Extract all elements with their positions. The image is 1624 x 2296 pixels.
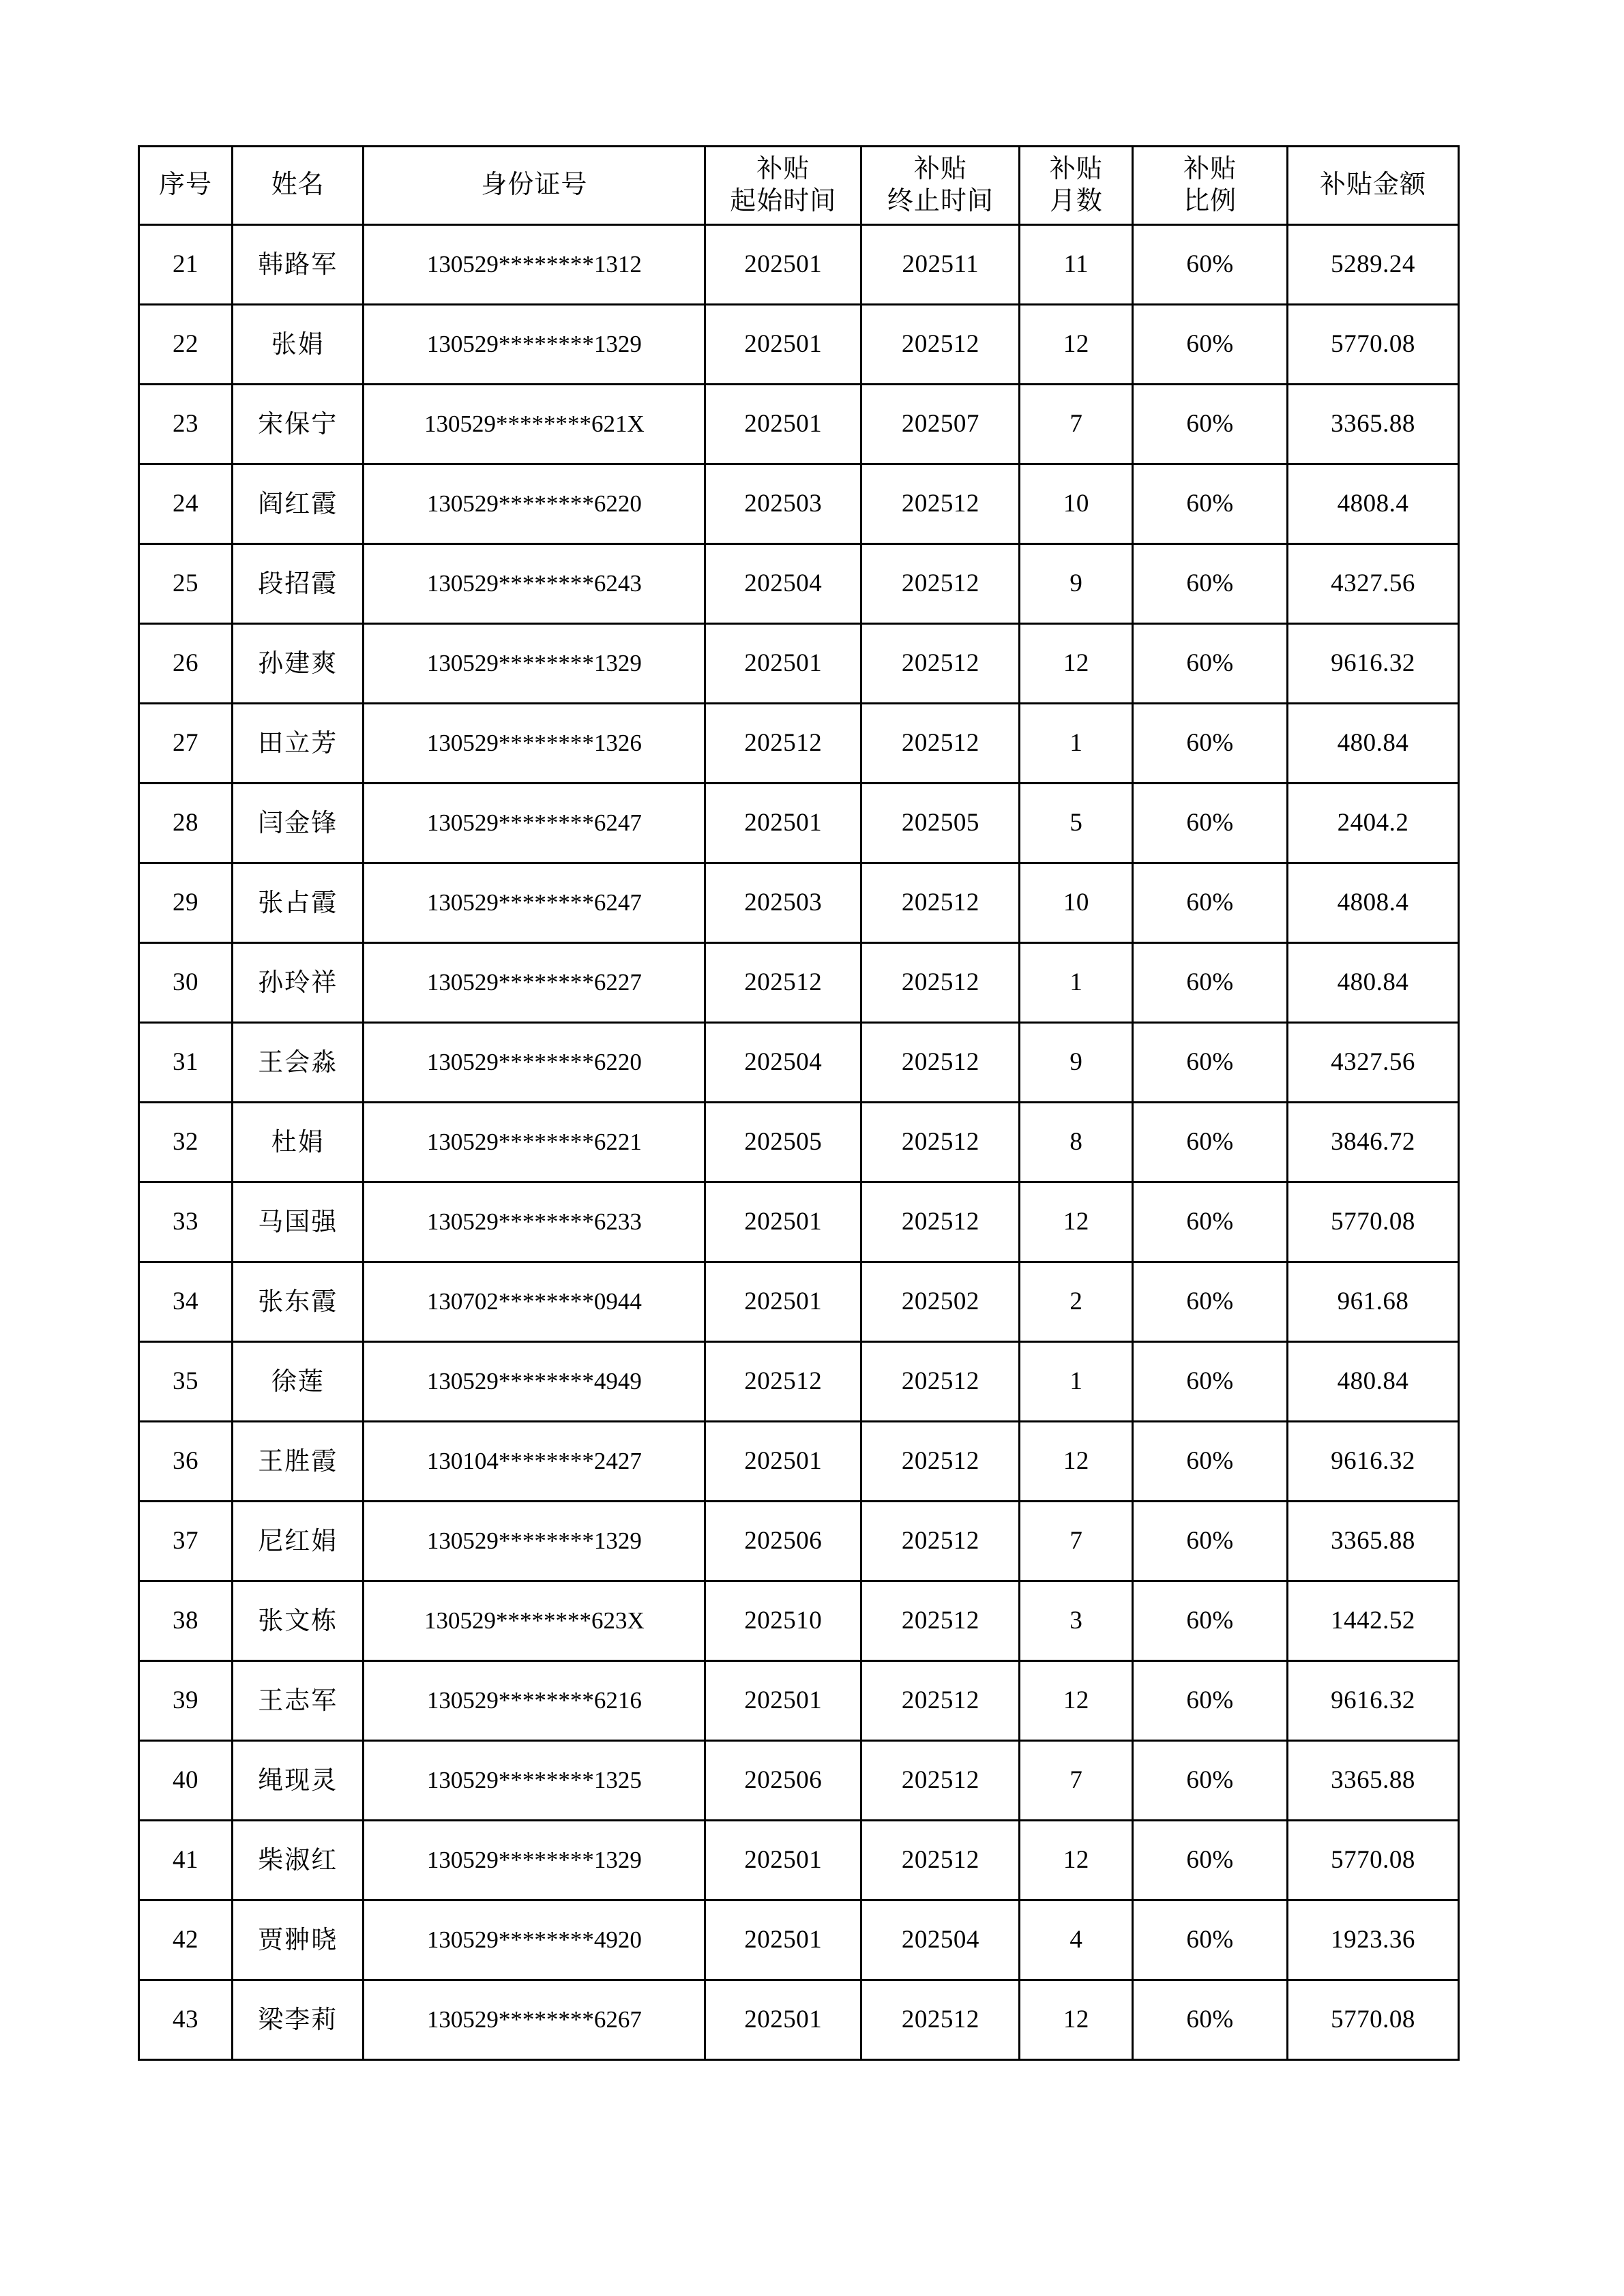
- cell-sequence: 28: [139, 784, 233, 863]
- cell-id-number: 130529********6247: [364, 863, 705, 943]
- cell-subsidy-end: 202512: [861, 1741, 1020, 1821]
- column-header-subsidy-amount: [1287, 147, 1458, 225]
- cell-subsidy-ratio: 60%: [1133, 863, 1288, 943]
- cell-name: 徐莲: [233, 1342, 364, 1422]
- cell-name: 段招霞: [233, 544, 364, 624]
- cell-subsidy-months: 12: [1020, 624, 1133, 704]
- cell-subsidy-ratio: 60%: [1133, 1980, 1288, 2060]
- cell-subsidy-amount: 4327.56: [1287, 1023, 1458, 1103]
- cell-id-number: 130529********6227: [364, 943, 705, 1023]
- cell-name: 王胜霞: [233, 1422, 364, 1502]
- cell-subsidy-ratio: 60%: [1133, 1900, 1288, 1980]
- cell-subsidy-ratio: 60%: [1133, 704, 1288, 784]
- cell-subsidy-end: 202512: [861, 624, 1020, 704]
- cell-id-number: 130529********621X: [364, 385, 705, 464]
- column-header-subsidy-start: [705, 147, 861, 225]
- table-row: [139, 1821, 1459, 1900]
- cell-sequence: 22: [139, 305, 233, 385]
- cell-subsidy-months: 3: [1020, 1581, 1133, 1661]
- cell-id-number: 130529********6221: [364, 1103, 705, 1182]
- cell-sequence: 25: [139, 544, 233, 624]
- cell-subsidy-end: 202512: [861, 1980, 1020, 2060]
- cell-id-number: 130529********4920: [364, 1900, 705, 1980]
- column-header-line: 补贴: [913, 154, 967, 183]
- cell-subsidy-months: 12: [1020, 1422, 1133, 1502]
- cell-name: 张文栋: [233, 1581, 364, 1661]
- cell-subsidy-amount: 5770.08: [1287, 1980, 1458, 2060]
- cell-name: 尼红娟: [233, 1502, 364, 1581]
- cell-subsidy-end: 202512: [861, 1422, 1020, 1502]
- cell-id-number: 130529********1329: [364, 624, 705, 704]
- cell-subsidy-months: 7: [1020, 1502, 1133, 1581]
- table-row: [139, 1103, 1459, 1182]
- subsidy-table: [138, 145, 1460, 2061]
- cell-subsidy-start: 202510: [705, 1581, 861, 1661]
- cell-subsidy-start: 202512: [705, 943, 861, 1023]
- cell-name: 王会淼: [233, 1023, 364, 1103]
- cell-name: 张娟: [233, 305, 364, 385]
- column-header-line: 姓名: [271, 170, 325, 200]
- cell-subsidy-amount: 961.68: [1287, 1262, 1458, 1342]
- cell-name: 闫金锋: [233, 784, 364, 863]
- cell-id-number: 130529********1326: [364, 704, 705, 784]
- cell-sequence: 42: [139, 1900, 233, 1980]
- cell-name: 孙建爽: [233, 624, 364, 704]
- cell-subsidy-amount: 4808.4: [1287, 464, 1458, 544]
- cell-subsidy-ratio: 60%: [1133, 624, 1288, 704]
- cell-subsidy-amount: 4327.56: [1287, 544, 1458, 624]
- table-row: [139, 784, 1459, 863]
- cell-subsidy-ratio: 60%: [1133, 1741, 1288, 1821]
- table-row: [139, 225, 1459, 305]
- cell-subsidy-end: 202512: [861, 305, 1020, 385]
- table-row: [139, 385, 1459, 464]
- cell-sequence: 27: [139, 704, 233, 784]
- column-header-subsidy-end: [861, 147, 1020, 225]
- cell-subsidy-amount: 5289.24: [1287, 225, 1458, 305]
- cell-subsidy-start: 202501: [705, 1900, 861, 1980]
- cell-name: 张占霞: [233, 863, 364, 943]
- subsidy-table-container: [138, 145, 1460, 2061]
- cell-subsidy-end: 202512: [861, 1502, 1020, 1581]
- cell-subsidy-months: 12: [1020, 1821, 1133, 1900]
- cell-subsidy-ratio: 60%: [1133, 784, 1288, 863]
- cell-subsidy-ratio: 60%: [1133, 1182, 1288, 1262]
- cell-subsidy-start: 202506: [705, 1502, 861, 1581]
- cell-subsidy-ratio: 60%: [1133, 1581, 1288, 1661]
- cell-subsidy-ratio: 60%: [1133, 1262, 1288, 1342]
- cell-subsidy-ratio: 60%: [1133, 385, 1288, 464]
- cell-subsidy-start: 202501: [705, 624, 861, 704]
- cell-subsidy-amount: 5770.08: [1287, 305, 1458, 385]
- cell-name: 梁李莉: [233, 1980, 364, 2060]
- cell-id-number: 130529********1325: [364, 1741, 705, 1821]
- cell-subsidy-months: 5: [1020, 784, 1133, 863]
- cell-subsidy-start: 202503: [705, 863, 861, 943]
- cell-subsidy-months: 1: [1020, 1342, 1133, 1422]
- cell-subsidy-start: 202501: [705, 1422, 861, 1502]
- table-header-row: [139, 147, 1459, 225]
- cell-name: 绳现灵: [233, 1741, 364, 1821]
- cell-subsidy-end: 202505: [861, 784, 1020, 863]
- table-row: [139, 1661, 1459, 1741]
- cell-subsidy-start: 202501: [705, 225, 861, 305]
- cell-subsidy-end: 202512: [861, 1182, 1020, 1262]
- table-row: [139, 1581, 1459, 1661]
- cell-subsidy-end: 202512: [861, 1342, 1020, 1422]
- cell-subsidy-start: 202512: [705, 1342, 861, 1422]
- cell-subsidy-months: 12: [1020, 305, 1133, 385]
- cell-sequence: 34: [139, 1262, 233, 1342]
- cell-sequence: 31: [139, 1023, 233, 1103]
- table-row: [139, 943, 1459, 1023]
- column-header-line: 补贴金额: [1319, 170, 1426, 200]
- cell-subsidy-months: 12: [1020, 1661, 1133, 1741]
- cell-subsidy-amount: 480.84: [1287, 1342, 1458, 1422]
- table-body: [139, 225, 1459, 2060]
- cell-subsidy-ratio: 60%: [1133, 1342, 1288, 1422]
- cell-sequence: 41: [139, 1821, 233, 1900]
- cell-subsidy-ratio: 60%: [1133, 1821, 1288, 1900]
- cell-subsidy-ratio: 60%: [1133, 1661, 1288, 1741]
- cell-subsidy-months: 7: [1020, 385, 1133, 464]
- cell-id-number: 130529********623X: [364, 1581, 705, 1661]
- cell-subsidy-amount: 2404.2: [1287, 784, 1458, 863]
- cell-subsidy-months: 8: [1020, 1103, 1133, 1182]
- cell-subsidy-start: 202506: [705, 1741, 861, 1821]
- cell-subsidy-months: 2: [1020, 1262, 1133, 1342]
- cell-subsidy-start: 202503: [705, 464, 861, 544]
- cell-subsidy-amount: 480.84: [1287, 704, 1458, 784]
- cell-subsidy-start: 202504: [705, 544, 861, 624]
- cell-sequence: 21: [139, 225, 233, 305]
- table-row: [139, 1741, 1459, 1821]
- column-header-line: 起始时间: [730, 187, 837, 215]
- column-header-name: [233, 147, 364, 225]
- cell-subsidy-months: 10: [1020, 464, 1133, 544]
- cell-name: 柴淑红: [233, 1821, 364, 1900]
- cell-subsidy-start: 202501: [705, 784, 861, 863]
- cell-sequence: 39: [139, 1661, 233, 1741]
- cell-subsidy-ratio: 60%: [1133, 1422, 1288, 1502]
- cell-subsidy-amount: 1442.52: [1287, 1581, 1458, 1661]
- cell-id-number: 130529********6220: [364, 1023, 705, 1103]
- cell-subsidy-start: 202505: [705, 1103, 861, 1182]
- cell-subsidy-ratio: 60%: [1133, 464, 1288, 544]
- cell-subsidy-months: 1: [1020, 704, 1133, 784]
- cell-subsidy-months: 11: [1020, 225, 1133, 305]
- cell-subsidy-end: 202512: [861, 1103, 1020, 1182]
- cell-subsidy-ratio: 60%: [1133, 1502, 1288, 1581]
- cell-subsidy-amount: 3365.88: [1287, 1741, 1458, 1821]
- cell-subsidy-end: 202512: [861, 1821, 1020, 1900]
- cell-subsidy-end: 202504: [861, 1900, 1020, 1980]
- cell-id-number: 130104********2427: [364, 1422, 705, 1502]
- column-header-line: 身份证号: [481, 170, 588, 200]
- cell-subsidy-amount: 480.84: [1287, 943, 1458, 1023]
- cell-name: 宋保宁: [233, 385, 364, 464]
- cell-subsidy-start: 202501: [705, 1980, 861, 2060]
- cell-subsidy-amount: 9616.32: [1287, 1661, 1458, 1741]
- table-row: [139, 305, 1459, 385]
- table-row: [139, 1262, 1459, 1342]
- cell-subsidy-start: 202501: [705, 305, 861, 385]
- cell-subsidy-ratio: 60%: [1133, 305, 1288, 385]
- cell-subsidy-end: 202512: [861, 544, 1020, 624]
- cell-subsidy-amount: 3365.88: [1287, 1502, 1458, 1581]
- cell-subsidy-months: 12: [1020, 1182, 1133, 1262]
- cell-subsidy-end: 202507: [861, 385, 1020, 464]
- cell-subsidy-start: 202501: [705, 1182, 861, 1262]
- cell-subsidy-end: 202502: [861, 1262, 1020, 1342]
- cell-name: 韩路军: [233, 225, 364, 305]
- cell-subsidy-months: 7: [1020, 1741, 1133, 1821]
- column-header-line: 补贴: [1049, 154, 1103, 183]
- cell-sequence: 35: [139, 1342, 233, 1422]
- table-row: [139, 464, 1459, 544]
- cell-subsidy-amount: 4808.4: [1287, 863, 1458, 943]
- cell-subsidy-amount: 3846.72: [1287, 1103, 1458, 1182]
- table-row: [139, 1502, 1459, 1581]
- cell-sequence: 32: [139, 1103, 233, 1182]
- cell-sequence: 29: [139, 863, 233, 943]
- cell-subsidy-end: 202512: [861, 1581, 1020, 1661]
- cell-sequence: 33: [139, 1182, 233, 1262]
- cell-name: 王志军: [233, 1661, 364, 1741]
- cell-id-number: 130529********1329: [364, 1821, 705, 1900]
- column-header-line: 终止时间: [887, 187, 994, 215]
- column-header-subsidy-months: [1020, 147, 1133, 225]
- cell-sequence: 37: [139, 1502, 233, 1581]
- table-row: [139, 624, 1459, 704]
- cell-subsidy-amount: 9616.32: [1287, 1422, 1458, 1502]
- cell-subsidy-start: 202504: [705, 1023, 861, 1103]
- cell-sequence: 43: [139, 1980, 233, 2060]
- cell-sequence: 24: [139, 464, 233, 544]
- cell-subsidy-end: 202512: [861, 863, 1020, 943]
- cell-sequence: 26: [139, 624, 233, 704]
- cell-subsidy-start: 202501: [705, 1821, 861, 1900]
- column-header-line: 补贴: [756, 154, 810, 183]
- cell-subsidy-months: 9: [1020, 544, 1133, 624]
- cell-subsidy-amount: 5770.08: [1287, 1182, 1458, 1262]
- table-header: [139, 147, 1459, 225]
- cell-name: 阎红霞: [233, 464, 364, 544]
- cell-subsidy-amount: 5770.08: [1287, 1821, 1458, 1900]
- cell-subsidy-end: 202512: [861, 1023, 1020, 1103]
- cell-subsidy-amount: 9616.32: [1287, 624, 1458, 704]
- table-row: [139, 1980, 1459, 2060]
- cell-subsidy-ratio: 60%: [1133, 1023, 1288, 1103]
- cell-id-number: 130529********6220: [364, 464, 705, 544]
- cell-id-number: 130529********6267: [364, 1980, 705, 2060]
- cell-name: 贾翀晓: [233, 1900, 364, 1980]
- cell-id-number: 130529********6243: [364, 544, 705, 624]
- cell-subsidy-start: 202501: [705, 385, 861, 464]
- table-row: [139, 1023, 1459, 1103]
- cell-sequence: 38: [139, 1581, 233, 1661]
- column-header-subsidy-ratio: [1133, 147, 1288, 225]
- cell-subsidy-months: 10: [1020, 863, 1133, 943]
- table-row: [139, 1182, 1459, 1262]
- cell-name: 田立芳: [233, 704, 364, 784]
- cell-subsidy-ratio: 60%: [1133, 544, 1288, 624]
- cell-subsidy-months: 1: [1020, 943, 1133, 1023]
- cell-name: 张东霞: [233, 1262, 364, 1342]
- cell-name: 马国强: [233, 1182, 364, 1262]
- column-header-line: 补贴: [1183, 154, 1237, 183]
- cell-id-number: 130529********6247: [364, 784, 705, 863]
- cell-subsidy-end: 202512: [861, 464, 1020, 544]
- table-row: [139, 863, 1459, 943]
- cell-subsidy-ratio: 60%: [1133, 225, 1288, 305]
- cell-subsidy-amount: 1923.36: [1287, 1900, 1458, 1980]
- cell-id-number: 130702********0944: [364, 1262, 705, 1342]
- cell-subsidy-amount: 3365.88: [1287, 385, 1458, 464]
- table-row: [139, 704, 1459, 784]
- table-row: [139, 1342, 1459, 1422]
- cell-subsidy-start: 202501: [705, 1661, 861, 1741]
- cell-id-number: 130529********1312: [364, 225, 705, 305]
- column-header-line: 月数: [1049, 187, 1103, 215]
- cell-subsidy-start: 202501: [705, 1262, 861, 1342]
- cell-sequence: 30: [139, 943, 233, 1023]
- cell-name: 杜娟: [233, 1103, 364, 1182]
- cell-subsidy-months: 4: [1020, 1900, 1133, 1980]
- column-header-sequence: [139, 147, 233, 225]
- table-row: [139, 1422, 1459, 1502]
- cell-subsidy-end: 202512: [861, 943, 1020, 1023]
- cell-subsidy-ratio: 60%: [1133, 1103, 1288, 1182]
- cell-subsidy-end: 202511: [861, 225, 1020, 305]
- column-header-id-number: [364, 147, 705, 225]
- cell-subsidy-months: 9: [1020, 1023, 1133, 1103]
- cell-id-number: 130529********1329: [364, 305, 705, 385]
- cell-subsidy-ratio: 60%: [1133, 943, 1288, 1023]
- cell-name: 孙玲祥: [233, 943, 364, 1023]
- table-row: [139, 1900, 1459, 1980]
- cell-subsidy-start: 202512: [705, 704, 861, 784]
- table-row: [139, 544, 1459, 624]
- cell-sequence: 23: [139, 385, 233, 464]
- column-header-line: 比例: [1183, 187, 1237, 215]
- cell-subsidy-end: 202512: [861, 704, 1020, 784]
- cell-subsidy-end: 202512: [861, 1661, 1020, 1741]
- column-header-line: 序号: [159, 170, 213, 200]
- cell-subsidy-months: 12: [1020, 1980, 1133, 2060]
- cell-id-number: 130529********1329: [364, 1502, 705, 1581]
- cell-sequence: 36: [139, 1422, 233, 1502]
- cell-id-number: 130529********4949: [364, 1342, 705, 1422]
- cell-sequence: 40: [139, 1741, 233, 1821]
- cell-id-number: 130529********6216: [364, 1661, 705, 1741]
- cell-id-number: 130529********6233: [364, 1182, 705, 1262]
